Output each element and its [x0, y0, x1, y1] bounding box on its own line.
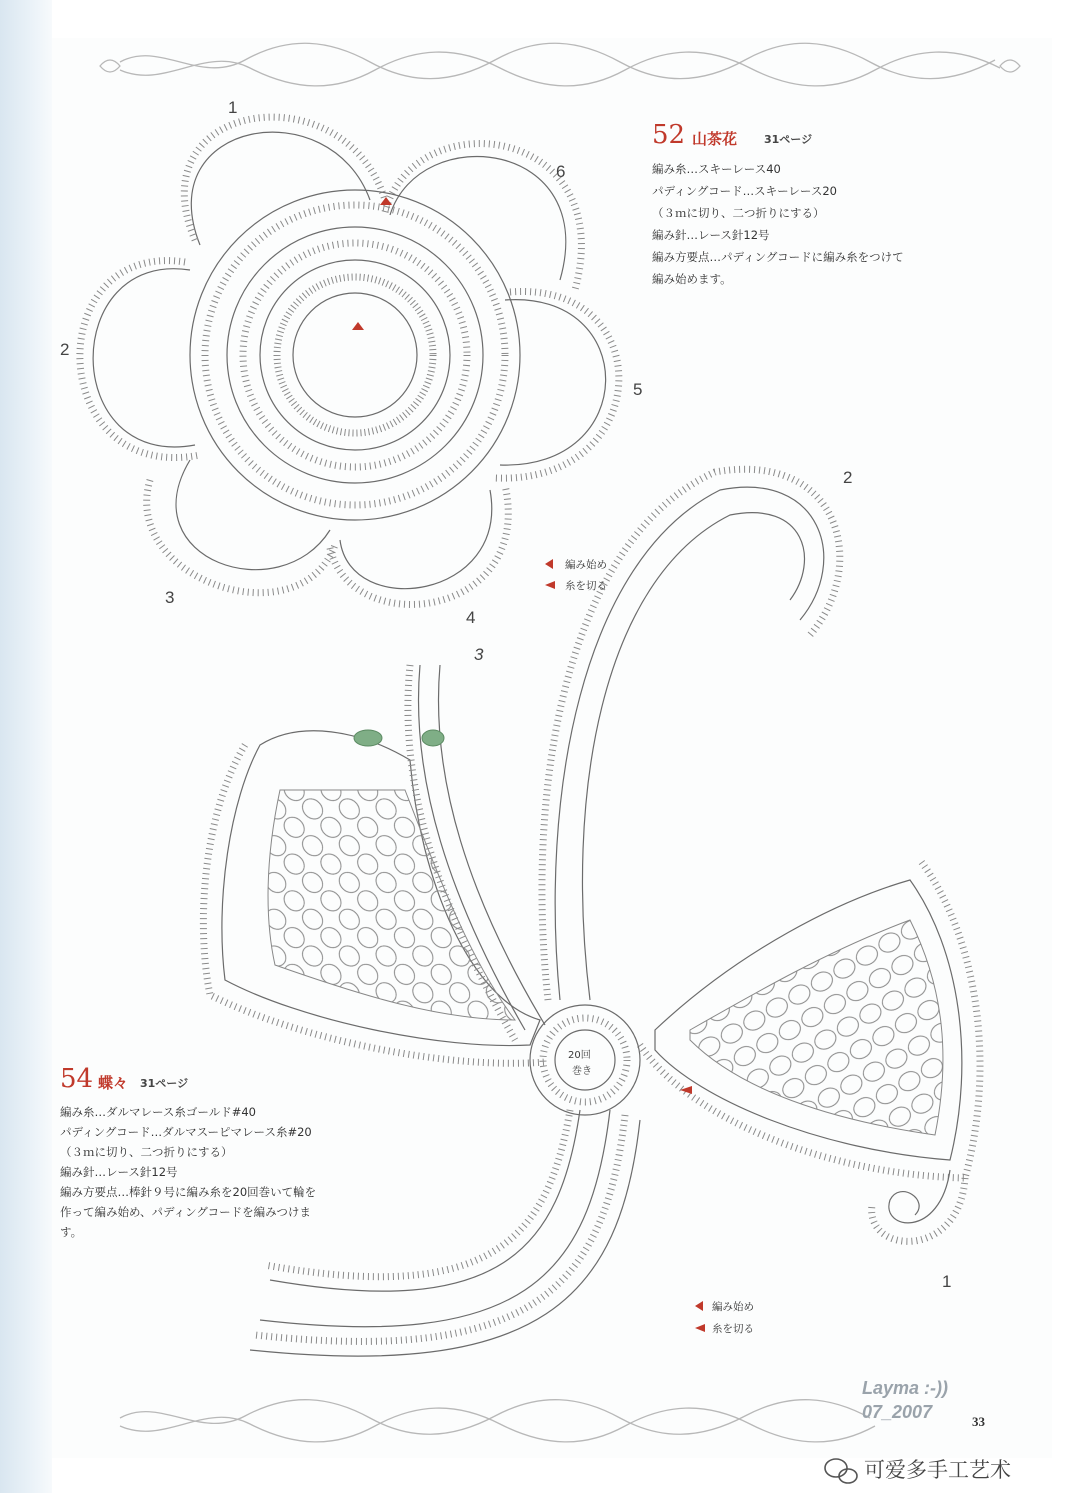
- petal-label-1: 1: [228, 98, 238, 117]
- legend-52-markers: [545, 559, 555, 589]
- pattern-54-instructions: [60, 1102, 316, 1242]
- top-ornament-border: [100, 43, 1020, 86]
- instruction-line: 編み始めます。: [652, 272, 732, 286]
- butterfly-diagram-54: [203, 469, 980, 1356]
- instruction-line: 編み糸…ダルマレース糸ゴールド#40: [60, 1105, 256, 1119]
- butterfly-part-label-1: 1: [942, 1272, 952, 1291]
- pattern-54-title: 蝶々: [98, 1074, 129, 1092]
- petal-label-4: 4: [466, 608, 476, 627]
- butterfly-part-label-3: 3: [474, 645, 484, 664]
- page-number: 33: [972, 1414, 985, 1429]
- butterfly-part-label-2: 2: [843, 468, 853, 487]
- pattern-52-page-ref: 31ページ: [764, 133, 813, 146]
- center-label-top: 20回: [568, 1050, 591, 1061]
- legend-54-start: 編み始め: [712, 1301, 754, 1313]
- petal-label-6: 6: [556, 162, 566, 181]
- wechat-icon: [825, 1459, 857, 1483]
- pattern-52-number: 52: [652, 120, 686, 150]
- instruction-line: 編み方要点…パディングコードに編み糸をつけて: [652, 250, 904, 264]
- instruction-line: 編み方要点…棒針９号に編み糸を20回巻いて輪を: [60, 1185, 317, 1199]
- instruction-line: （３ｍに切り、二つ折りにする）: [60, 1145, 233, 1159]
- signature-line-1: Layma :-)): [862, 1378, 949, 1398]
- pattern-54-number: 54: [60, 1064, 94, 1094]
- instruction-line: （３ｍに切り、二つ折りにする）: [652, 206, 825, 220]
- legend-52-start: 編み始め: [565, 559, 607, 571]
- instruction-line: 編み糸…スキーレース40: [652, 162, 781, 176]
- instruction-line: す。: [60, 1225, 83, 1239]
- instruction-line: 編み針…レース針12号: [652, 228, 770, 242]
- pattern-54-page-ref: 31ページ: [140, 1077, 189, 1090]
- instruction-line: 編み針…レース針12号: [60, 1165, 178, 1179]
- legend-54-markers: [695, 1301, 705, 1332]
- legend-54-cut: 糸を切る: [712, 1323, 754, 1335]
- watermark-text: 可爱多手工艺术: [864, 1458, 1011, 1482]
- bottom-ornament-border: [120, 1400, 875, 1442]
- pattern-52-title: 山茶花: [692, 130, 738, 148]
- petal-label-5: 5: [633, 380, 643, 399]
- instruction-line: パディングコード…ダルマスーピマレース糸#20: [60, 1125, 312, 1139]
- center-label-bottom: 巻き: [572, 1066, 592, 1077]
- signature-line-2: 07_2007: [862, 1402, 933, 1422]
- petal-label-3: 3: [165, 588, 175, 607]
- legend-52-cut: 糸を切る: [565, 580, 607, 592]
- flower-diagram-52: [80, 117, 619, 604]
- instruction-line: 作って編み始め、パディングコードを編みつけま: [60, 1205, 311, 1219]
- petal-label-2: 2: [60, 340, 70, 359]
- instruction-line: パディングコード…スキーレース20: [652, 184, 837, 198]
- pattern-52-instructions: [652, 158, 904, 290]
